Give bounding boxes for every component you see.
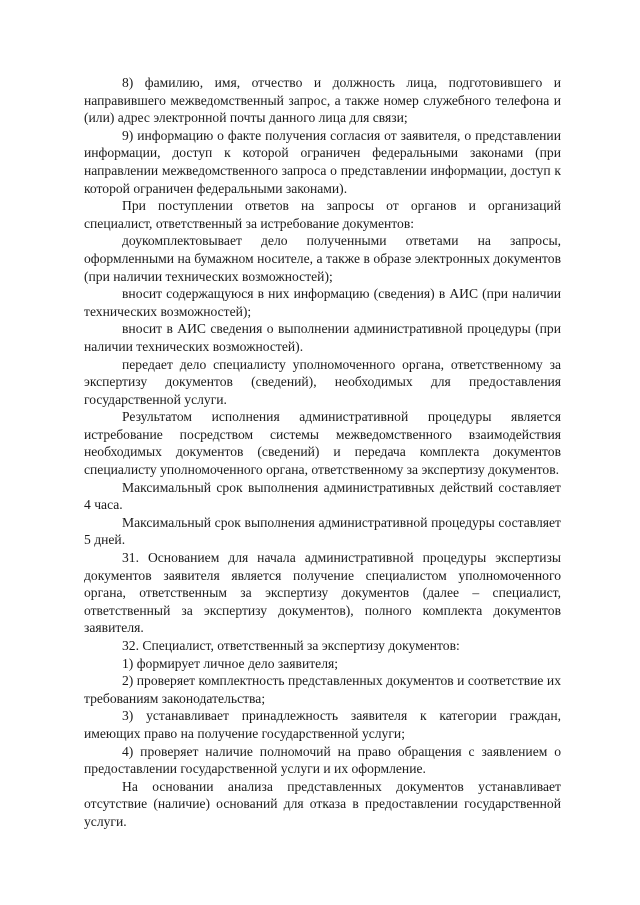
paragraph-32-3: 3) устанавливает принадлежность заявителя к категории граждан, имеющих право на получение государственной услуги; <box>84 708 561 741</box>
paragraph-32-1: 1) формирует личное дело заявителя; <box>122 655 339 671</box>
paragraph-completes-file: доукомплектовывает дело полученными ответами на запросы, оформленными на бумажном носителе, а также в образе электронных документов (при наличии технических возможностей); <box>84 233 561 284</box>
paragraph-enters-procedure: вносит в АИС сведения о выполнении административной процедуры (при наличии технических возможностей). <box>84 321 561 354</box>
paragraph-item-8: 8) фамилию, имя, отчество и должность лица, подготовившего и направившего межведомственный запрос, а также номер служебного телефона и (или) адрес электронной почты данного лица для связи; <box>84 75 561 126</box>
paragraph-analysis: На основании анализа представленных документов устанавливает отсутствие (наличие) оснований для отказа в предоставлении государственной услуги. <box>84 778 561 829</box>
paragraph-responses: При поступлении ответов на запросы от органов и организаций специалист, ответственный за истребование документов: <box>84 198 561 231</box>
paragraph-max-procedure-time: Максимальный срок выполнения административной процедуры составляет 5 дней. <box>84 514 561 548</box>
paragraph-32: 32. Специалист, ответственный за экспертизу документов: <box>122 638 460 653</box>
paragraph-32-2: 2) проверяет комплектность представленных документов и соответствие их требованиям законодательства; <box>84 673 561 706</box>
paragraph-result: Результатом исполнения административной процедуры является истребование посредством системы межведомственного взаимодействия необходимых документов (сведений) и передача комплекта документов специалисту уполномоченного органа, ответственному за экспертизу документов. <box>84 409 561 478</box>
paragraph-enters-info: вносит содержащуюся в них информацию (сведения) в АИС (при наличии технических возможностей); <box>84 286 561 319</box>
document-body <box>84 74 561 831</box>
paragraph-transfers-file: передает дело специалисту уполномоченного органа, ответственному за экспертизу документов (сведений), необходимых для предоставления государственной услуги. <box>84 356 561 407</box>
paragraph-max-actions-time: Максимальный срок выполнения административных действий составляет 4 часа. <box>84 479 561 513</box>
paragraph-31: 31. Основанием для начала административной процедуры экспертизы документов заявителя является получение специалистом уполномоченного органа, ответственным за экспертизу документов (далее – специалист, ответственный за экспертизу документов), полного комплекта документов заявителя. <box>84 550 561 636</box>
paragraph-item-9: 9) информацию о факте получения согласия от заявителя, о представлении информации, доступ к которой ограничен федеральными законами (при направлении межведомственного запроса о представлении информации, доступ к которой ограничен федеральными законами). <box>84 127 561 196</box>
paragraph-32-4: 4) проверяет наличие полномочий на право обращения с заявлением о предоставлении государственной услуги и их оформление. <box>84 743 561 777</box>
